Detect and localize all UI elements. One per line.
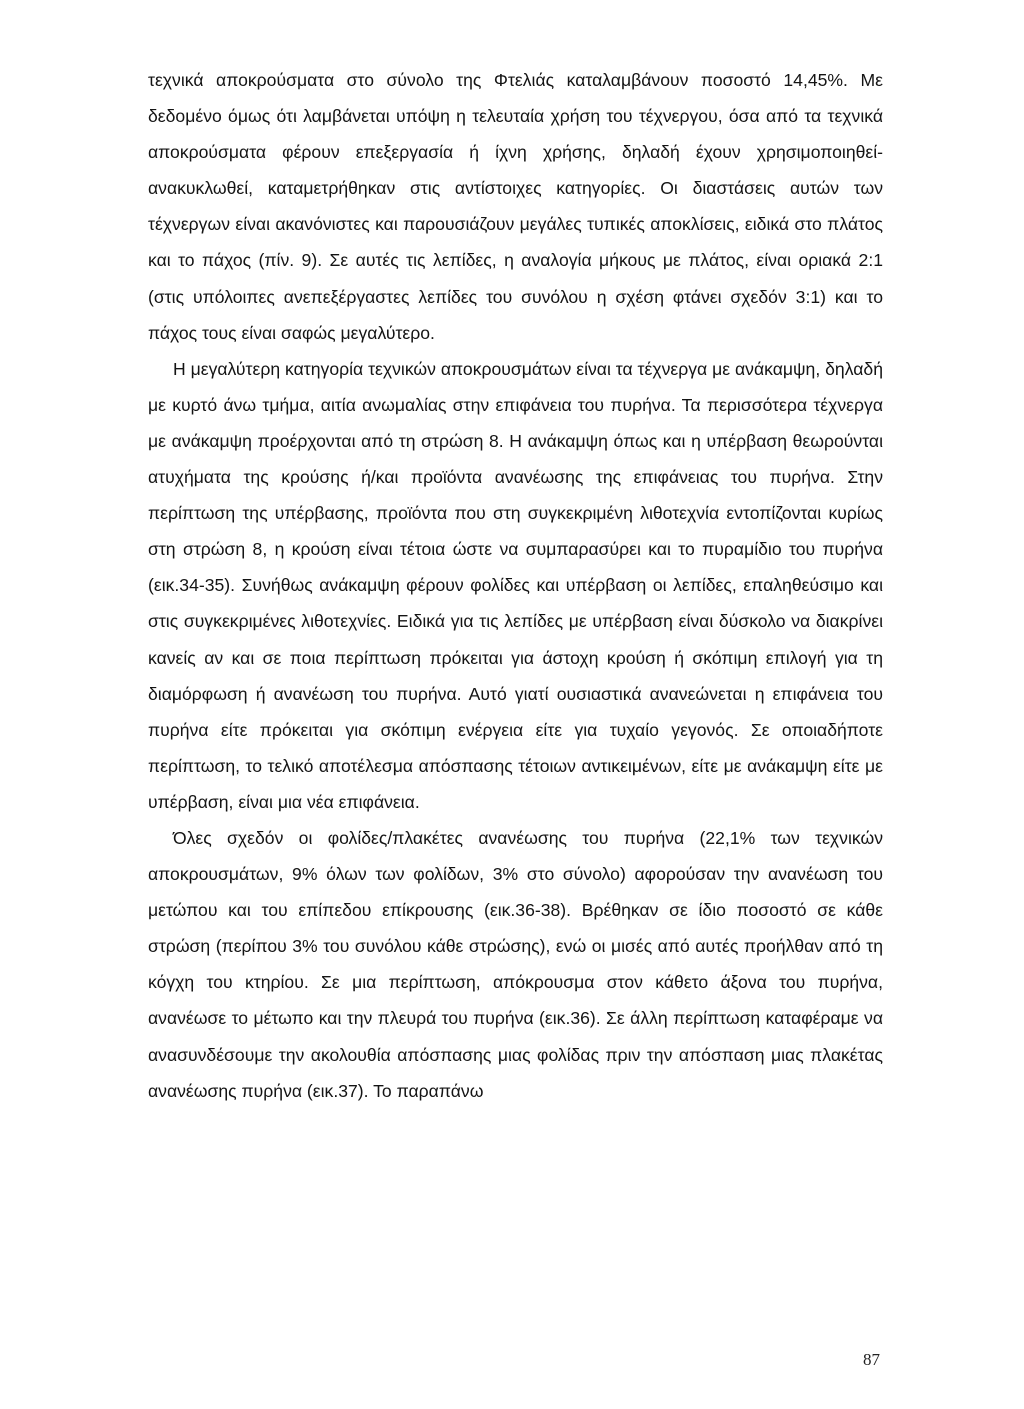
paragraph-1: τεχνικά αποκρούσματα στο σύνολο της Φτελιάς καταλαμβάνουν ποσοστό 14,45%. Με δεδομένο όμως ότι λαμβάνεται υπόψη η τελευταία χρήση του τέχνεργου, όσα από τα τεχνικά αποκρούσματα φέρουν επεξεργασία ή ίχνη χρήσης, δηλαδή έχουν χρησιμοποιηθεί-ανακυκλωθεί, καταμετρήθηκαν στις αντίστοιχες κατηγορίες. Οι διαστάσεις αυτών των τέχνεργων είναι ακανόνιστες και παρουσιάζουν μεγάλες τυπικές αποκλίσεις, ειδικά στο πλάτος και το πάχος (πίν. 9). Σε αυτές τις λεπίδες, η αναλογία μήκους με πλάτος, είναι οριακά 2:1 (στις υπόλοιπες ανεπεξέργαστες λεπίδες του συνόλου η σχέση φτάνει σχεδόν 3:1) και το πάχος τους είναι σαφώς μεγαλύτερο. bbox=[148, 70, 883, 343]
page-number: 87 bbox=[863, 1350, 880, 1369]
body-text bbox=[148, 62, 883, 1109]
paragraph-2: Η μεγαλύτερη κατηγορία τεχνικών αποκρουσμάτων είναι τα τέχνεργα με ανάκαμψη, δηλαδή με κυρτό άνω τμήμα, αιτία ανωμαλίας στην επιφάνεια του πυρήνα. Τα περισσότερα τέχνεργα με ανάκαμψη προέρχονται από τη στρώση 8. Η ανάκαμψη όπως και η υπέρβαση θεωρούνται ατυχήματα της κρούσης ή/και προϊόντα ανανέωσης της επιφάνειας του πυρήνα. Στην περίπτωση της υπέρβασης, προϊόντα που στη συγκεκριμένη λιθοτεχνία εντοπίζονται κυρίως στη στρώση 8, η κρούση είναι τέτοια ώστε να συμπαρασύρει και το πυραμίδιο του πυρήνα (εικ.34-35). Συνήθως ανάκαμψη φέρουν φολίδες και υπέρβαση οι λεπίδες, επαληθεύσιμο και στις συγκεκριμένες λιθοτεχνίες. Ειδικά για τις λεπίδες με υπέρβαση είναι δύσκολο να διακρίνει κανείς αν και σε ποια περίπτωση πρόκειται για άστοχη κρούση ή σκόπιμη επιλογή για τη διαμόρφωση ή ανανέωση του πυρήνα. Αυτό γιατί ουσιαστικά ανανεώνεται η επιφάνεια του πυρήνα είτε πρόκειται για σκόπιμη ενέργεια είτε για τυχαίο γεγονός. Σε οποιαδήποτε περίπτωση, το τελικό αποτέλεσμα απόσπασης τέτοιων αντικειμένων, είτε με ανάκαμψη είτε με υπέρβαση, είναι μια νέα επιφάνεια. bbox=[148, 358, 883, 812]
paragraph-3: Όλες σχεδόν οι φολίδες/πλακέτες ανανέωσης του πυρήνα (22,1% των τεχνικών αποκρουσμάτων, 9% όλων των φολίδων, 3% στο σύνολο) αφορούσαν την ανανέωση του μετώπου και του επίπεδου επίκρουσης (εικ.36-38). Βρέθηκαν σε ίδιο ποσοστό σε κάθε στρώση (περίπου 3% του συνόλου κάθε στρώσης), ενώ οι μισές από αυτές προήλθαν από τη κόγχη του κτηρίου. Σε μια περίπτωση, απόκρουσμα στον κάθετο άξονα του πυρήνα, ανανέωσε το μέτωπο και την πλευρά του πυρήνα (εικ.36). Σε άλλη περίπτωση καταφέραμε να ανασυνδέσουμε την ακολουθία απόσπασης μιας φολίδας πριν την απόσπαση μιας πλακέτας ανανέωσης πυρήνα (εικ.37). Το παραπάνω bbox=[148, 827, 883, 1101]
